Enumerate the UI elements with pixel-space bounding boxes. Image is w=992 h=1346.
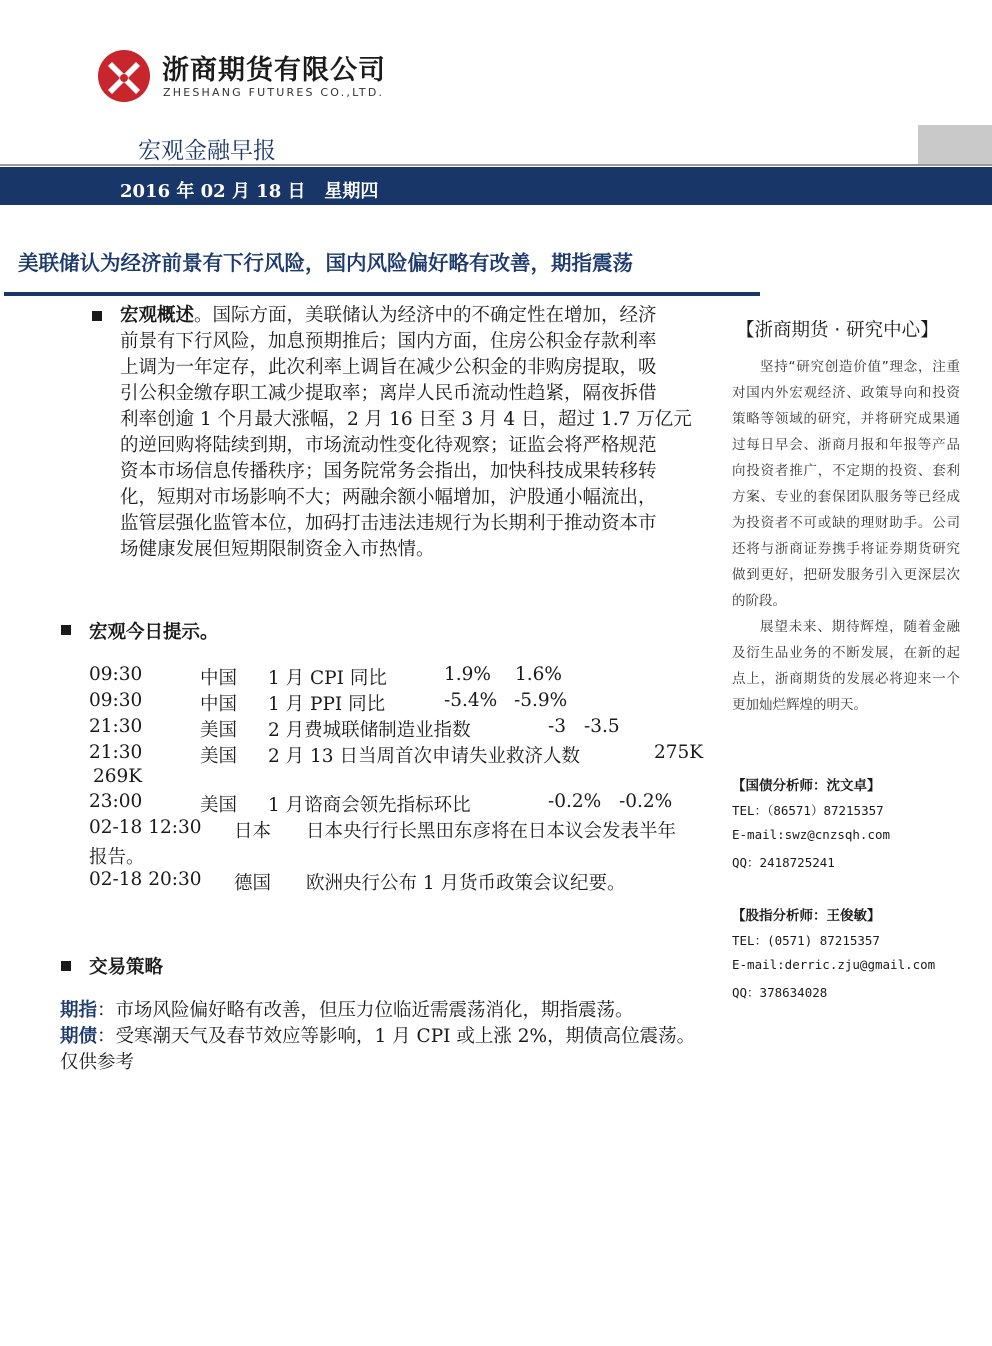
report-date [120, 177, 378, 203]
strategy-footnote: 仅供参考 [60, 1052, 135, 1073]
bond-analyst-email[interactable]: E-mail:swz@cnzsqh.com [732, 827, 891, 842]
headline-divider [4, 292, 760, 296]
index-analyst-tel: TEL：(0571) 87215357 [732, 933, 880, 948]
bond-analyst-heading: 【国债分析师：沈文卓】 [732, 778, 881, 794]
calendar-row: 02-18 20:30 德国 欧洲央行公布 1 月货币政策会议纪要。 [89, 869, 626, 894]
company-name-en: ZHESHANG FUTURES CO.,LTD. [163, 86, 385, 99]
research-center-outlook: 展望未来、期待辉煌，随着金融及衍生品业务的不断发展，在新的起点上，浙商期货的发展必将迎来一个更加灿烂辉煌的明天。 [732, 619, 960, 713]
index-analyst-heading: 【股指分析师：王俊敏】 [732, 908, 881, 924]
macro-overview-line: 上调为一年定存，此次利率上调旨在减少公积金的非购房提取，吸 [120, 357, 657, 378]
date-value: 2016 年 02 月 18 日 [120, 181, 306, 202]
today-tips-title: 宏观今日提示。 [89, 622, 219, 643]
index-analyst-email[interactable]: E-mail:derric.zju@gmail.com [732, 957, 936, 972]
company-name-cn: 浙商期货有限公司 [162, 55, 386, 86]
research-center-title: 【浙商期货 · 研究中心】 [736, 320, 939, 341]
macro-overview-line: 的逆回购将陆续到期，市场流动性变化待观察；证监会将严格规范 [120, 435, 657, 456]
weekday: 星期四 [324, 181, 379, 202]
research-center-intro: 坚持“研究创造价值”理念，注重对国内外宏观经济、政策导向和投资策略等领域的研究，并将研究成果通过每日早会、浙商月报和年报等产品向投资者推广，不定期的投资、套利方案、专业的套保团队服务等已经成为投资者不可或缺的理财助手。公司还将与浙商证券携手将证券期货研究做到更好，把研发服务引入更深层次的阶段。 [732, 359, 960, 609]
calendar-row: 09:30 中国 1 月 CPI 同比 1.9% 1.6% [89, 664, 562, 689]
strategy-item: 期债：受寒潮天气及春节效应等影响，1 月 CPI 或上涨 2%，期债高位震荡。 [60, 1026, 696, 1047]
macro-overview-line: 利率创逾 1 个月最大涨幅，2 月 16 日至 3 月 4 日，超过 1.7 万亿元 [120, 409, 692, 430]
macro-overview-line: 资本市场信息传播秩序；国务院常务会指出，加快科技成果转移转 [120, 461, 657, 482]
company-logo-icon [96, 48, 152, 104]
macro-overview-line: 化，短期对市场影响不大；两融余额小幅增加，沪股通小幅流出， [120, 487, 657, 508]
bullet-icon [92, 311, 102, 321]
macro-overview-line: 监管层强化监管本位，加码打击违法违规行为长期利于推动资本市 [120, 513, 657, 534]
bond-analyst-tel: TEL：（86571）87215357 [732, 803, 884, 818]
macro-overview-label: 宏观概述 [120, 305, 195, 326]
index-analyst-qq: QQ：378634028 [732, 985, 828, 1000]
calendar-row: 02-18 12:30 日本 日本央行行长黑田东彦将在日本议会发表半年 报告。 [89, 817, 677, 868]
report-title: 宏观金融早报 [138, 138, 276, 164]
calendar-row: 21:30 美国 2 月费城联储制造业指数 -3 -3.5 [89, 716, 620, 741]
bullet-icon [61, 961, 71, 971]
bullet-icon [61, 625, 71, 635]
header-gray-block [918, 125, 992, 165]
calendar-row: 21:30 美国 2 月 13 日当周首次申请失业救济人数 275K 269K [89, 742, 704, 787]
strategy-list [60, 998, 720, 1076]
calendar-row: 09:30 中国 1 月 PPI 同比 -5.4% -5.9% [89, 690, 568, 715]
header-divider [0, 164, 992, 166]
macro-overview-line: 引公积金缴存职工减少提取率；离岸人民币流动性趋紧，隔夜拆借 [120, 383, 657, 404]
headline: 美联储认为经济前景有下行风险，国内风险偏好略有改善，期指震荡 [18, 251, 633, 275]
macro-overview [120, 303, 712, 563]
bond-analyst-qq: QQ：2418725241 [732, 855, 835, 870]
macro-overview-line: 场健康发展但短期限制资金入市热情。 [120, 539, 435, 560]
calendar-row: 23:00 美国 1 月谘商会领先指标环比 -0.2% -0.2% [89, 791, 673, 816]
macro-overview-line: 宏观概述。国际方面，美联储认为经济中的不确定性在增加，经济 [120, 305, 657, 326]
strategy-title: 交易策略 [89, 957, 164, 978]
macro-overview-line: 前景有下行风险，加息预期推后；国内方面，住房公积金存款利率 [120, 331, 657, 352]
strategy-item: 期指：市场风险偏好略有改善，但压力位临近需震荡消化，期指震荡。 [60, 1000, 634, 1021]
